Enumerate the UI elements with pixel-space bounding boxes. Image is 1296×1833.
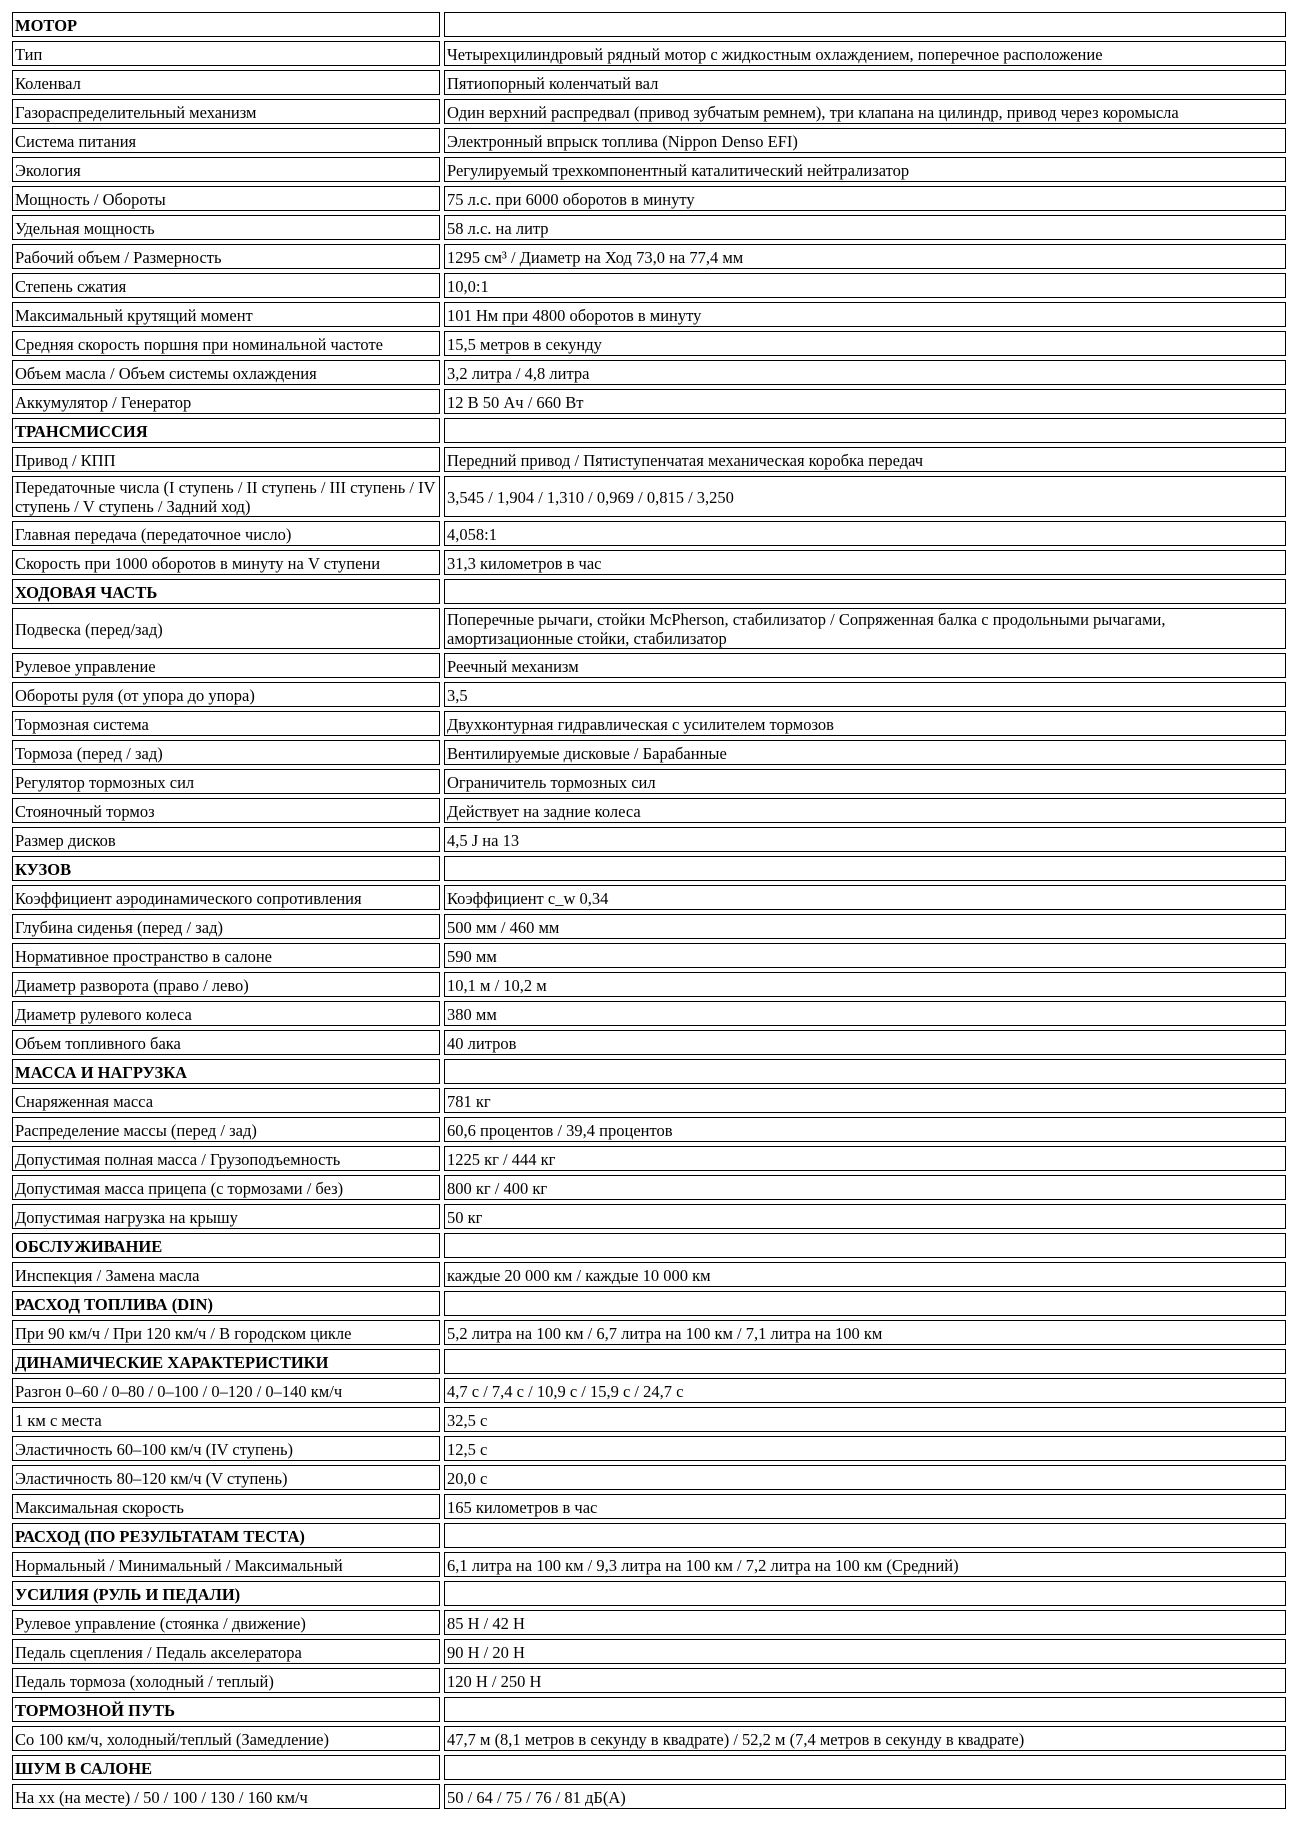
spec-label: Средняя скорость поршня при номинальной частоте — [12, 331, 440, 356]
spec-label: Коэффициент аэродинамического сопротивления — [12, 885, 440, 910]
spec-value: 32,5 с — [444, 1407, 1286, 1432]
spec-value: Регулируемый трехкомпонентный каталитический нейтрализатор — [444, 157, 1286, 182]
spec-value: 1295 см³ / Диаметр на Ход 73,0 на 77,4 мм — [444, 244, 1286, 269]
spec-value: каждые 20 000 км / каждые 10 000 км — [444, 1262, 1286, 1287]
spec-value: 590 мм — [444, 943, 1286, 968]
spec-row — [12, 244, 1286, 269]
section-header-row — [12, 579, 1286, 604]
section-header-row — [12, 1349, 1286, 1374]
spec-value: 4,7 с / 7,4 с / 10,9 с / 15,9 с / 24,7 с — [444, 1378, 1286, 1403]
spec-row — [12, 302, 1286, 327]
section-header-row — [12, 1523, 1286, 1548]
spec-table-body — [12, 12, 1286, 1809]
spec-label: Система питания — [12, 128, 440, 153]
spec-label: Эластичность 60–100 км/ч (IV ступень) — [12, 1436, 440, 1461]
spec-label: Максимальный крутящий момент — [12, 302, 440, 327]
spec-value: 60,6 процентов / 39,4 процентов — [444, 1117, 1286, 1142]
spec-row — [12, 798, 1286, 823]
section-empty-cell — [444, 856, 1286, 881]
spec-row — [12, 447, 1286, 472]
spec-label: При 90 км/ч / При 120 км/ч / В городском цикле — [12, 1320, 440, 1345]
spec-row — [12, 769, 1286, 794]
spec-label: Снаряженная масса — [12, 1088, 440, 1113]
spec-row — [12, 1465, 1286, 1490]
spec-label: Педаль тормоза (холодный / теплый) — [12, 1668, 440, 1693]
spec-value: 10,0:1 — [444, 273, 1286, 298]
section-empty-cell — [444, 1349, 1286, 1374]
spec-label: Размер дисков — [12, 827, 440, 852]
spec-row — [12, 1088, 1286, 1113]
spec-value: 1225 кг / 444 кг — [444, 1146, 1286, 1171]
section-title: ДИНАМИЧЕСКИЕ ХАРАКТЕРИСТИКИ — [12, 1349, 440, 1374]
spec-label: Коленвал — [12, 70, 440, 95]
section-header-row — [12, 1059, 1286, 1084]
spec-row — [12, 41, 1286, 66]
spec-label: Привод / КПП — [12, 447, 440, 472]
spec-value: Действует на задние колеса — [444, 798, 1286, 823]
spec-value: Вентилируемые дисковые / Барабанные — [444, 740, 1286, 765]
spec-value: Двухконтурная гидравлическая с усилителем тормозов — [444, 711, 1286, 736]
spec-value: Поперечные рычаги, стойки McPherson, стабилизатор / Сопряженная балка с продольными рычагами, амортизационные стойки, стабилизатор — [444, 608, 1286, 649]
section-empty-cell — [444, 1059, 1286, 1084]
spec-label: Степень сжатия — [12, 273, 440, 298]
section-title: МОТОР — [12, 12, 440, 37]
section-title: УСИЛИЯ (РУЛЬ И ПЕДАЛИ) — [12, 1581, 440, 1606]
spec-label: 1 км с места — [12, 1407, 440, 1432]
section-empty-cell — [444, 1755, 1286, 1780]
spec-label: Инспекция / Замена масла — [12, 1262, 440, 1287]
spec-value: 85 Н / 42 Н — [444, 1610, 1286, 1635]
spec-label: Эластичность 80–120 км/ч (V ступень) — [12, 1465, 440, 1490]
section-header-row — [12, 1581, 1286, 1606]
spec-value: 50 кг — [444, 1204, 1286, 1229]
spec-row — [12, 827, 1286, 852]
spec-row — [12, 521, 1286, 546]
section-empty-cell — [444, 12, 1286, 37]
spec-value: 50 / 64 / 75 / 76 / 81 дБ(А) — [444, 1784, 1286, 1809]
spec-label: Мощность / Обороты — [12, 186, 440, 211]
spec-label: Тип — [12, 41, 440, 66]
spec-value: Электронный впрыск топлива (Nippon Denso EFI) — [444, 128, 1286, 153]
spec-label: Удельная мощность — [12, 215, 440, 240]
spec-row — [12, 215, 1286, 240]
spec-label: Скорость при 1000 оборотов в минуту на V ступени — [12, 550, 440, 575]
spec-row — [12, 943, 1286, 968]
spec-value: Пятиопорный коленчатый вал — [444, 70, 1286, 95]
section-title: ХОДОВАЯ ЧАСТЬ — [12, 579, 440, 604]
section-empty-cell — [444, 1233, 1286, 1258]
spec-label: Обороты руля (от упора до упора) — [12, 682, 440, 707]
spec-label: На хх (на месте) / 50 / 100 / 130 / 160 км/ч — [12, 1784, 440, 1809]
spec-row — [12, 186, 1286, 211]
spec-value: Передний привод / Пятиступенчатая механическая коробка передач — [444, 447, 1286, 472]
spec-value: Один верхний распредвал (привод зубчатым ремнем), три клапана на цилиндр, привод через коромысла — [444, 99, 1286, 124]
section-empty-cell — [444, 418, 1286, 443]
section-title: КУЗОВ — [12, 856, 440, 881]
spec-label: Допустимая масса прицепа (с тормозами / без) — [12, 1175, 440, 1200]
spec-row — [12, 70, 1286, 95]
spec-row — [12, 1784, 1286, 1809]
spec-row — [12, 1726, 1286, 1751]
section-header-row — [12, 856, 1286, 881]
spec-label: Допустимая полная масса / Грузоподъемность — [12, 1146, 440, 1171]
spec-label: Объем масла / Объем системы охлаждения — [12, 360, 440, 385]
spec-value: 12,5 с — [444, 1436, 1286, 1461]
spec-label: Регулятор тормозных сил — [12, 769, 440, 794]
spec-label: Максимальная скорость — [12, 1494, 440, 1519]
spec-row — [12, 885, 1286, 910]
spec-row — [12, 1610, 1286, 1635]
spec-value: 800 кг / 400 кг — [444, 1175, 1286, 1200]
spec-label: Распределение массы (перед / зад) — [12, 1117, 440, 1142]
spec-value: 781 кг — [444, 1088, 1286, 1113]
spec-value: 3,5 — [444, 682, 1286, 707]
spec-row — [12, 99, 1286, 124]
section-header-row — [12, 418, 1286, 443]
section-title: РАСХОД (ПО РЕЗУЛЬТАТАМ ТЕСТА) — [12, 1523, 440, 1548]
spec-row — [12, 128, 1286, 153]
spec-value: 6,1 литра на 100 км / 9,3 литра на 100 км / 7,2 литра на 100 км (Средний) — [444, 1552, 1286, 1577]
section-header-row — [12, 1291, 1286, 1316]
spec-value: 47,7 м (8,1 метров в секунду в квадрате) / 52,2 м (7,4 метров в секунду в квадрате) — [444, 1726, 1286, 1751]
section-empty-cell — [444, 1697, 1286, 1722]
spec-row — [12, 1262, 1286, 1287]
spec-label: Главная передача (передаточное число) — [12, 521, 440, 546]
spec-label: Стояночный тормоз — [12, 798, 440, 823]
spec-label: Нормальный / Минимальный / Максимальный — [12, 1552, 440, 1577]
spec-row — [12, 682, 1286, 707]
section-title: ТОРМОЗНОЙ ПУТЬ — [12, 1697, 440, 1722]
section-title: РАСХОД ТОПЛИВА (DIN) — [12, 1291, 440, 1316]
spec-label: Рулевое управление (стоянка / движение) — [12, 1610, 440, 1635]
spec-row — [12, 273, 1286, 298]
spec-row — [12, 331, 1286, 356]
spec-row — [12, 914, 1286, 939]
section-header-row — [12, 1233, 1286, 1258]
section-title: МАССА И НАГРУЗКА — [12, 1059, 440, 1084]
spec-row — [12, 1175, 1286, 1200]
spec-row — [12, 1407, 1286, 1432]
spec-row — [12, 1320, 1286, 1345]
spec-row — [12, 1494, 1286, 1519]
spec-label: Со 100 км/ч, холодный/теплый (Замедление) — [12, 1726, 440, 1751]
spec-row — [12, 1552, 1286, 1577]
spec-value: 4,058:1 — [444, 521, 1286, 546]
spec-label: Допустимая нагрузка на крышу — [12, 1204, 440, 1229]
section-title: ОБСЛУЖИВАНИЕ — [12, 1233, 440, 1258]
spec-label: Диаметр разворота (право / лево) — [12, 972, 440, 997]
spec-row — [12, 1668, 1286, 1693]
spec-row — [12, 1030, 1286, 1055]
spec-value: 10,1 м / 10,2 м — [444, 972, 1286, 997]
spec-row — [12, 653, 1286, 678]
spec-row — [12, 157, 1286, 182]
spec-row — [12, 1146, 1286, 1171]
section-title: ШУМ В САЛОНЕ — [12, 1755, 440, 1780]
spec-label: Тормозная система — [12, 711, 440, 736]
section-empty-cell — [444, 1523, 1286, 1548]
spec-value: 3,2 литра / 4,8 литра — [444, 360, 1286, 385]
spec-row — [12, 476, 1286, 517]
spec-label: Тормоза (перед / зад) — [12, 740, 440, 765]
spec-value: 20,0 с — [444, 1465, 1286, 1490]
spec-row — [12, 1204, 1286, 1229]
spec-value: 12 В 50 Ач / 660 Вт — [444, 389, 1286, 414]
section-empty-cell — [444, 1581, 1286, 1606]
spec-row — [12, 1117, 1286, 1142]
spec-table — [8, 8, 1290, 1813]
spec-row — [12, 972, 1286, 997]
section-empty-cell — [444, 1291, 1286, 1316]
spec-label: Нормативное пространство в салоне — [12, 943, 440, 968]
spec-label: Рулевое управление — [12, 653, 440, 678]
section-title: ТРАНСМИССИЯ — [12, 418, 440, 443]
spec-label: Разгон 0–60 / 0–80 / 0–100 / 0–120 / 0–140 км/ч — [12, 1378, 440, 1403]
section-header-row — [12, 1755, 1286, 1780]
spec-value: 120 Н / 250 Н — [444, 1668, 1286, 1693]
spec-label: Экология — [12, 157, 440, 182]
spec-value: Четырехцилиндровый рядный мотор с жидкостным охлаждением, поперечное расположение — [444, 41, 1286, 66]
spec-row — [12, 550, 1286, 575]
spec-label: Объем топливного бака — [12, 1030, 440, 1055]
spec-label: Аккумулятор / Генератор — [12, 389, 440, 414]
section-empty-cell — [444, 579, 1286, 604]
spec-value: 165 километров в час — [444, 1494, 1286, 1519]
spec-label: Диаметр рулевого колеса — [12, 1001, 440, 1026]
spec-row — [12, 740, 1286, 765]
spec-value: Коэффициент c_w 0,34 — [444, 885, 1286, 910]
spec-row — [12, 608, 1286, 649]
spec-value: 500 мм / 460 мм — [444, 914, 1286, 939]
spec-value: 40 литров — [444, 1030, 1286, 1055]
section-header-row — [12, 12, 1286, 37]
spec-value: 380 мм — [444, 1001, 1286, 1026]
spec-label: Глубина сиденья (перед / зад) — [12, 914, 440, 939]
spec-label: Рабочий объем / Размерность — [12, 244, 440, 269]
section-header-row — [12, 1697, 1286, 1722]
spec-value: 75 л.с. при 6000 оборотов в минуту — [444, 186, 1286, 211]
spec-row — [12, 711, 1286, 736]
spec-value: 58 л.с. на литр — [444, 215, 1286, 240]
spec-row — [12, 1436, 1286, 1461]
spec-label: Передаточные числа (I ступень / II ступень / III ступень / IV ступень / V ступень / Задний ход) — [12, 476, 440, 517]
spec-value: Ограничитель тормозных сил — [444, 769, 1286, 794]
spec-row — [12, 1378, 1286, 1403]
spec-label: Педаль сцепления / Педаль акселератора — [12, 1639, 440, 1664]
spec-label: Подвеска (перед/зад) — [12, 608, 440, 649]
spec-value: 3,545 / 1,904 / 1,310 / 0,969 / 0,815 / 3,250 — [444, 476, 1286, 517]
spec-value: 90 Н / 20 Н — [444, 1639, 1286, 1664]
spec-value: 31,3 километров в час — [444, 550, 1286, 575]
spec-row — [12, 1001, 1286, 1026]
spec-value: 15,5 метров в секунду — [444, 331, 1286, 356]
spec-value: 4,5 J на 13 — [444, 827, 1286, 852]
spec-value: Реечный механизм — [444, 653, 1286, 678]
spec-row — [12, 1639, 1286, 1664]
spec-value: 5,2 литра на 100 км / 6,7 литра на 100 км / 7,1 литра на 100 км — [444, 1320, 1286, 1345]
spec-row — [12, 360, 1286, 385]
spec-value: 101 Нм при 4800 оборотов в минуту — [444, 302, 1286, 327]
spec-label: Газораспределительный механизм — [12, 99, 440, 124]
spec-row — [12, 389, 1286, 414]
